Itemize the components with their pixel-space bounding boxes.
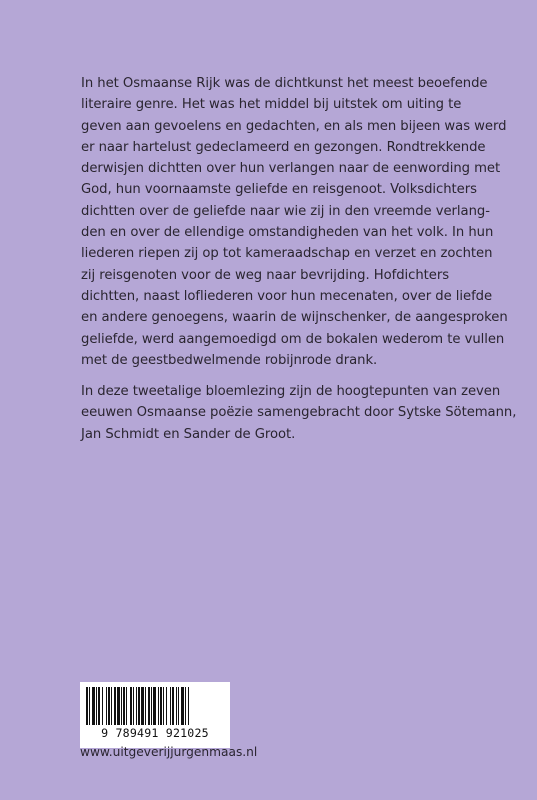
barcode-bar [136, 687, 137, 725]
barcode-bar [123, 687, 125, 725]
barcode-bar [130, 687, 132, 725]
blurb-line: eeuwen Osmaanse poëzie samengebracht door Sytske Sötemann, [81, 405, 517, 421]
blurb-line: God, hun voornaamste geliefde en reisgenoot. Volksdichters [81, 182, 477, 198]
barcode-bar [166, 687, 167, 725]
blurb-paragraph-2 [81, 381, 517, 445]
barcode-bar [145, 687, 146, 725]
barcode-bar [121, 687, 122, 725]
barcode-bar [133, 687, 134, 725]
blurb-line: literaire genre. Het was het middel bij uitstek om uiting te [81, 97, 462, 113]
blurb-line: geven aan gevoelens en gedachten, en als men bijeen was werd [81, 118, 507, 134]
barcode-bar [176, 687, 177, 725]
barcode-bar [151, 687, 152, 725]
blurb-line: zij reisgenoten voor de weg naar bevrijding. Hofdichters [81, 267, 450, 283]
barcode-bar [158, 687, 159, 725]
barcode-bar [111, 687, 112, 725]
barcode-bar [117, 687, 120, 725]
blurb-paragraph-1 [81, 73, 508, 371]
barcode-bar [172, 687, 174, 725]
barcode-bar [114, 687, 116, 725]
blurb-line: en andere genoegens, waarin de wijnschenker, de aangesproken [81, 310, 508, 326]
blurb-line: dichtten, naast lofliederen voor hun mecenaten, over de liefde [81, 288, 493, 304]
barcode-bar [108, 687, 110, 725]
blurb-line: In deze tweetalige bloemlezing zijn de hoogtepunten van zeven [81, 384, 501, 399]
barcode-bar [170, 687, 171, 725]
blurb-line: Jan Schmidt en Sander de Groot. [81, 426, 296, 442]
blurb-line: geliefde, werd aangemoedigd om de bokalen wederom te vullen [81, 331, 505, 347]
barcode-bar [106, 687, 107, 725]
blurb-line: In het Osmaanse Rijk was de dichtkunst het meest beoefende [81, 76, 488, 91]
barcode-bar [163, 687, 164, 725]
publisher-website: www.uitgeverijjurgenmaas.nl [80, 745, 258, 759]
blurb-line: den en over de ellendige omstandigheden van het volk. In hun [81, 225, 494, 241]
blurb-line: liederen riepen zij op tot kameraadschap en verzet en zochten [81, 246, 493, 262]
barcode-bar [86, 687, 88, 725]
barcode-bar [148, 687, 150, 725]
barcode-bar [96, 687, 97, 725]
barcode-bar [126, 687, 127, 725]
barcode-bars [86, 687, 224, 725]
barcode-bar [181, 687, 184, 725]
barcode-bar [92, 687, 95, 725]
barcode-bar [178, 687, 179, 725]
barcode-bar [153, 687, 156, 725]
barcode-bar [102, 687, 103, 725]
blurb-line: derwisjen dichtten over hun verlangen naar de eenwording met [81, 161, 501, 177]
barcode-bar [141, 687, 144, 725]
isbn-barcode [80, 682, 230, 748]
barcode-bar [138, 687, 140, 725]
barcode-bar [188, 687, 189, 725]
isbn-digits: 9 789491 921025 [101, 726, 209, 740]
blurb-line: er naar hartelust gedeclameerd en gezongen. Rondtrekkende [81, 139, 486, 155]
barcode-bar [98, 687, 100, 725]
blurb-line: dichtten over de geliefde naar wie zij in den vreemde verlang- [81, 203, 490, 219]
barcode-bar [185, 687, 186, 725]
barcode-bar [89, 687, 90, 725]
barcode-bar [160, 687, 162, 725]
blurb-line: met de geestbedwelmende robijnrode drank. [81, 352, 378, 368]
